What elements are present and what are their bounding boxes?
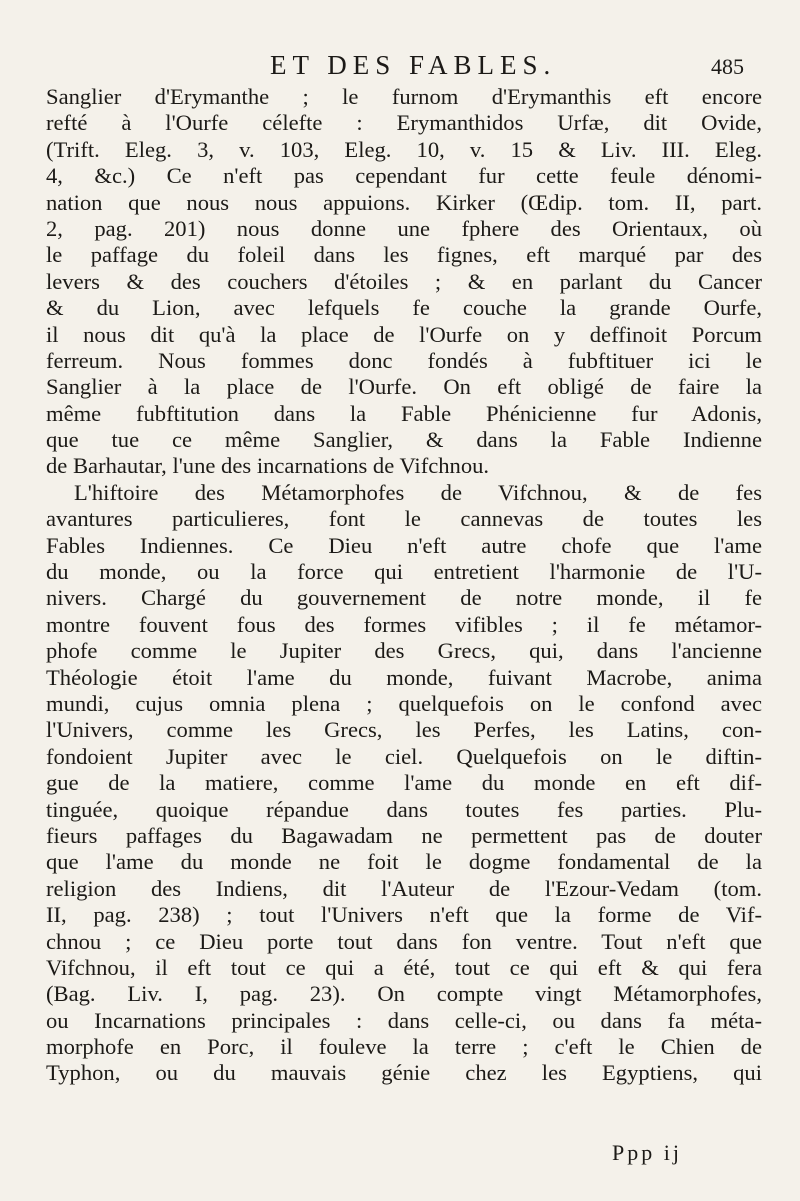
text-line: refté à l'Ourfe célefte : Erymanthidos Urfæ, dit Ovide,: [46, 110, 762, 136]
text-line: de Barhautar, l'une des incarnations de Vifchnou.: [46, 453, 490, 479]
text-line: chnou ; ce Dieu porte tout dans fon ventre. Tout n'eft que: [46, 928, 762, 954]
text-line: gue de la matiere, comme l'ame du monde en eft dif-: [46, 770, 762, 796]
text-line: Théologie étoit l'ame du monde, fuivant Macrobe, anima: [46, 664, 762, 690]
text-line: fieurs paffages du Bagawadam ne permettent pas de douter: [46, 822, 762, 848]
text-line: II, pag. 238) ; tout l'Univers n'eft que la forme de Vif-: [46, 902, 762, 928]
text-line: le paffage du foleil dans les fignes, eft marqué par des: [46, 242, 762, 268]
text-line: mundi, cujus omnia plena ; quelquefois on le confond avec: [46, 690, 762, 716]
text-line: tinguée, quoique répandue dans toutes fes parties. Plu-: [46, 796, 762, 822]
text-line: que tue ce même Sanglier, & dans la Fable Indienne: [46, 427, 762, 453]
text-line: Fables Indiennes. Ce Dieu n'eft autre chofe que l'ame: [46, 532, 762, 558]
text-line: 4, &c.) Ce n'eft pas cependant fur cette feule dénomi-: [46, 163, 762, 189]
text-line: levers & des couchers d'étoiles ; & en parlant du Cancer: [46, 268, 762, 294]
text-line: Sanglier à la place de l'Ourfe. On eft obligé de faire la: [46, 374, 762, 400]
text-line: ou Incarnations principales : dans celle-ci, ou dans fa méta-: [46, 1007, 762, 1033]
text-line: (Bag. Liv. I, pag. 23). On compte vingt Métamorphofes,: [46, 981, 762, 1007]
text-line: Vifchnou, il eft tout ce qui a été, tout ce qui eft & qui fera: [46, 954, 762, 980]
page-number: 485: [711, 54, 744, 79]
body-text: [46, 84, 762, 1087]
text-line: l'Univers, comme les Grecs, les Perfes, les Latins, con-: [46, 717, 762, 743]
text-line: du monde, ou la force qui entretient l'harmonie de l'U-: [46, 559, 762, 585]
text-line: phofe comme le Jupiter des Grecs, qui, dans l'ancienne: [46, 638, 762, 664]
text-line: montre fouvent fous des formes vifibles ; il fe métamor-: [46, 611, 762, 637]
text-line: Typhon, ou du mauvais génie chez les Egyptiens, qui: [46, 1060, 762, 1086]
text-line: nivers. Chargé du gouvernement de notre monde, il fe: [46, 585, 762, 611]
text-line: morphofe en Porc, il fouleve la terre ; c'eft le Chien de: [46, 1034, 762, 1060]
text-line: ferreum. Nous fommes donc fondés à fubftituer ici le: [46, 347, 762, 373]
text-line: Sanglier d'Erymanthe ; le furnom d'Erymanthis eft encore: [46, 84, 762, 109]
text-line: L'hiftoire des Métamorphofes de Vifchnou, & de fes: [74, 479, 762, 505]
text-line: religion des Indiens, dit l'Auteur de l'Ezour-Vedam (tom.: [46, 875, 762, 901]
text-line: nation que nous nous appuions. Kirker (Œdip. tom. II, part.: [46, 189, 762, 215]
text-line: même fubftitution dans la Fable Phénicienne fur Adonis,: [46, 400, 762, 426]
text-line: (Trift. Eleg. 3, v. 103, Eleg. 10, v. 15 & Liv. III. Eleg.: [46, 136, 762, 162]
text-line: fondoient Jupiter avec le ciel. Quelquefois on le diftin-: [46, 743, 762, 769]
text-line: 2, pag. 201) nous donne une fphere des Orientaux, où: [46, 215, 762, 241]
text-line: & du Lion, avec lefquels fe couche la grande Ourfe,: [46, 295, 762, 321]
text-line: avantures particulieres, font le cannevas de toutes les: [46, 506, 762, 532]
text-line: il nous dit qu'à la place de l'Ourfe on y deffinoit Porcum: [46, 321, 762, 347]
signature-mark: Ppp ij: [612, 1140, 682, 1165]
text-line: que l'ame du monde ne foit le dogme fondamental de la: [46, 849, 762, 875]
running-title: ET DES FABLES.: [270, 50, 557, 80]
